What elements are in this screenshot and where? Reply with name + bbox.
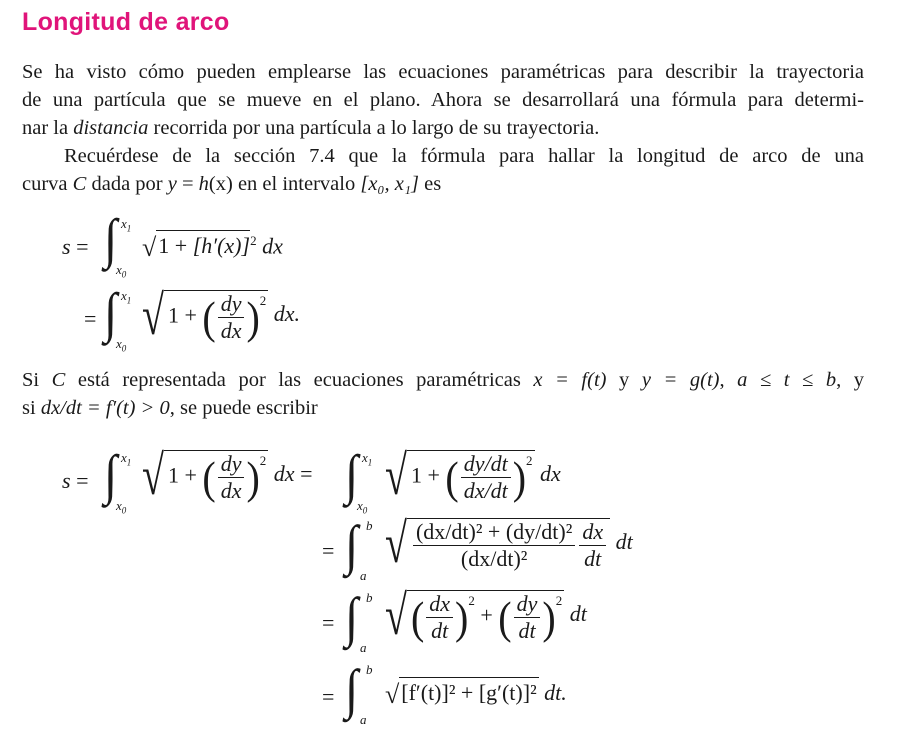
integrand-5: √ $\frac{\text{(dx/dt)² + (dy/dt)²}}{\text{(dx/dt)²}}$ $\frac{dx}{dt}$ dt xyxy=(385,511,633,575)
paragraph-line: de una partícula que se mueve en el plano. Ahora se desarrollará una fórmula para determi- xyxy=(22,89,864,111)
equals: = xyxy=(322,538,335,563)
upper-limit: b xyxy=(366,662,373,677)
paragraph-line: si dx/dt = f′(t) > 0, se puede escribir xyxy=(22,397,318,419)
lower-limit: a xyxy=(360,568,367,583)
lower-limit: $x_0$ xyxy=(357,498,368,516)
paragraph-intro xyxy=(22,58,864,142)
section-title: Longitud de arco xyxy=(22,8,230,36)
paragraph-line: curva C dada por y = h(x) en el intervalo [x₀, x₁] es xyxy=(22,173,442,195)
lower-limit: a xyxy=(360,640,367,655)
integrand-2: √ 1 + ( $\frac{dy}{dx}$ )$^2$ dx. xyxy=(142,283,301,347)
integral-sign: ∫ xyxy=(345,444,359,506)
upper-limit: $x_1$ xyxy=(362,450,373,468)
integral-sign: ∫ xyxy=(345,658,359,720)
equation-2-lhs: s = xyxy=(62,468,89,493)
lower-limit: $x_0$ xyxy=(116,262,127,280)
paragraph-parametric xyxy=(22,366,864,422)
lower-limit: $x_0$ xyxy=(116,498,127,516)
upper-limit: $x_1$ xyxy=(121,288,132,306)
integral-sign: ∫ xyxy=(345,514,359,576)
paragraph-line: Recuérdese de la sección 7.4 que la fórmula para hallar la longitud de arco de una xyxy=(64,145,864,167)
equation-1-line-1: s = xyxy=(62,234,89,259)
paragraph-line: Si C está representada por las ecuaciones paramétricas x = f(t) y y = g(t), a ≤ t ≤ b, y xyxy=(22,369,865,391)
equals: = xyxy=(322,684,335,709)
lower-limit: a xyxy=(360,712,367,727)
emphasis-distance: distancia xyxy=(73,117,149,139)
integrand-1: $√1 + [h'(x)]^2$ dx xyxy=(142,234,283,261)
integral-sign: ∫ xyxy=(104,282,118,344)
integrand-4: √ 1 + ( $\frac{dy/dt}{dx/dt}$ )$^2$ dx xyxy=(385,443,561,507)
paragraph-line: nar la distancia recorrida por una partícula a lo largo de su trayectoria. xyxy=(22,117,600,139)
lower-limit: $x_0$ xyxy=(116,336,127,354)
paragraph-recall xyxy=(22,142,864,198)
integrand-7: √[f′(t)]² + [g′(t)]² dt. xyxy=(385,682,567,708)
integral-sign: ∫ xyxy=(345,586,359,648)
upper-limit: $x_1$ xyxy=(121,450,132,468)
equals: = xyxy=(322,610,335,635)
equation-1-line-2-eq: = xyxy=(84,306,97,331)
upper-limit: $x_1$ xyxy=(121,216,132,234)
paragraph-line: Se ha visto cómo pueden emplearse las ecuaciones paramétricas para describir la trayectoria xyxy=(22,61,864,83)
integral-sign: ∫ xyxy=(104,208,118,270)
integrand-3: √ 1 + ( $\frac{dy}{dx}$ )$^2$ dx = xyxy=(142,443,313,507)
upper-limit: b xyxy=(366,590,373,605)
interval: [x₀, x₁] xyxy=(360,173,420,195)
integral-sign: ∫ xyxy=(104,444,118,506)
upper-limit: b xyxy=(366,518,373,533)
integrand-6: √ ( $\frac{dx}{dt}$ )$^2$ + ( $\frac{dy}{dt}$ )$^2$ dt xyxy=(385,583,587,647)
